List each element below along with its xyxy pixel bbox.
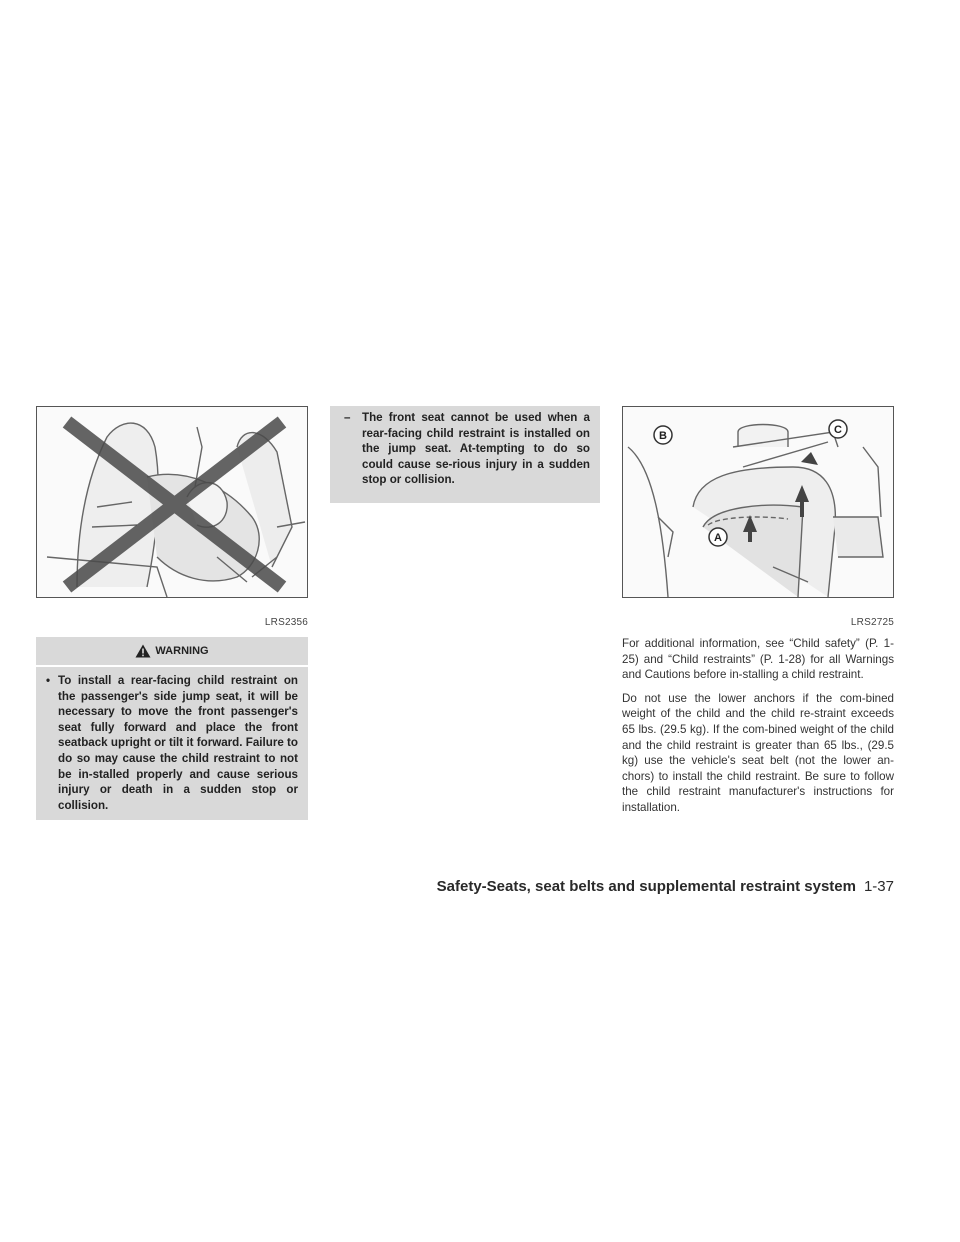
paragraph: For additional information, see “Child safety” (P. 1-25) and “Child restraints” (P. 1-28) for all Warnings and Cautions before in-stalling a child restraint.	[622, 637, 894, 682]
warning-box	[36, 637, 308, 820]
dash-marker: –	[344, 411, 351, 424]
svg-text:A: A	[714, 532, 722, 544]
svg-text:C: C	[834, 424, 842, 436]
callout-c	[829, 420, 847, 438]
body-text	[622, 636, 894, 824]
seat-tilt-drawing	[623, 407, 893, 597]
warning-title: WARNING	[155, 645, 209, 657]
page-footer	[437, 878, 894, 895]
warning-sub-item	[330, 406, 600, 494]
page-number: 1-37	[863, 878, 894, 895]
bullet-marker: •	[46, 674, 51, 687]
paragraph: Do not use the lower anchors if the com-bined weight of the child and the child re-straint exceeds 65 lbs. (29.5 kg). If the com-bined weight of the child and the child restraint is greater than 65 lbs., (29.5 kg) use the vehicle's seat belt (not the lower an-chors) to install the child restraint. Be sure to follow the child restraint manufacturer's instructions for installation.	[622, 691, 894, 814]
illustration-seat-tilt	[622, 406, 894, 598]
warning-sub-item-text: The front seat cannot be used when a rear-facing child restraint is installed on the jump seat. At-tempting to do so could cause se-rious injury in a sudden stop or collision.	[362, 411, 590, 487]
svg-text:B: B	[659, 430, 667, 442]
warning-item	[36, 667, 308, 821]
callout-b	[654, 426, 672, 444]
child-seat-drawing	[37, 407, 307, 597]
warning-header	[36, 637, 308, 667]
callout-a	[709, 528, 727, 546]
warning-item-text: To install a rear-facing child restraint on the passenger's side jump seat, it will be necessary to move the front passenger's seat fully forward and place the front seatback upright or tilt it forward. Failure to do so may cause the child restraint to not be in-stalled properly and cause serious injury or death in a sudden stop or collision.	[58, 674, 298, 812]
figure-caption-right: LRS2725	[850, 617, 894, 628]
illustration-incorrect-installation	[36, 406, 308, 598]
figure-caption-left: LRS2356	[264, 617, 308, 628]
warning-triangle-icon	[135, 644, 151, 658]
section-title: Safety-Seats, seat belts and supplemental restraint system	[436, 878, 856, 895]
warning-box-continued	[330, 406, 600, 503]
